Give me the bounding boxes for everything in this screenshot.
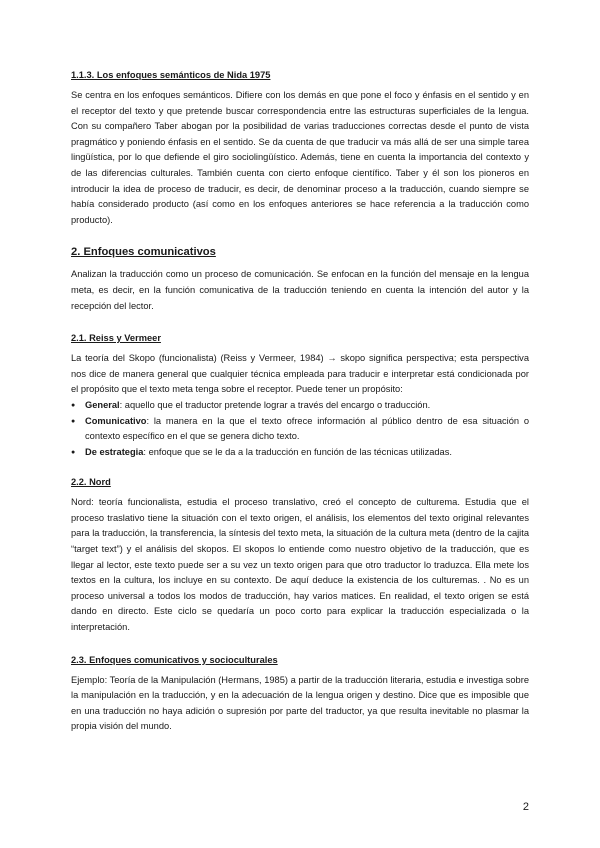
section-paragraph: Ejemplo: Teoría de la Manipulación (Hermans, 1985) a partir de la traducción literaria, estudia e investiga sobre la manipulación en la traducción, y en la adecuación de la lengua origen y destino. Dice que es imposible que en una traducción no haya adición o supresión por parte del traductor, ya que resulta inevitable no plasmar la propia visión del mundo. [71,674,529,732]
list-item-term: General [85,399,120,410]
list-item-term: De estrategia [85,446,144,457]
section-2-1 [71,333,529,460]
document-page [71,70,529,735]
list-item-text: : enfoque que se le da a la traducción en función de las técnicas utilizadas. [143,446,452,457]
section-paragraph: Se centra en los enfoques semánticos. Difiere con los demás en que pone el foco y énfasis en el sentido y en el receptor del texto y que pretende buscar correspondencia entre las estructuras superficiales de la lengua. Con su compañero Taber abogan por la posibilidad de varias traducciones correctas desde el punto de vista pragmático y poniendo énfasis en el sentido. Se da cuenta de que traducir va más allá de ser una simple tarea lingüística, por lo que defiende el giro sociolingüístico. Además, tiene en cuenta la importancia del contexto y de las diferencias culturales. También cuenta con cierto enfoque científico. Taber y él son los pioneros en introducir la idea de proceso de traducir, es decir, de denominar proceso a la traducción, cuando siempre se había considerado producto (así como en los enfoques anteriores se hace referencia a la traducción como producto). [71,90,529,225]
section-2 [71,246,529,314]
section-heading: 2.1. Reiss y Vermeer [71,333,161,344]
section-heading: 2.2. Nord [71,477,111,488]
purpose-list [71,398,529,460]
section-heading: 1.1.3. Los enfoques semánticos de Nida 1975 [71,70,271,80]
section-1-1-3 [71,70,529,228]
list-item [71,445,529,461]
section-2-3 [71,655,529,735]
chapter-heading: 2. Enfoques comunicativos [71,246,216,259]
section-paragraph: Analizan la traducción como un proceso de comunicación. Se enfocan en la función del mensaje en la lengua meta, es decir, en la función comunicativa de la traducción teniendo en cuenta la intención del autor y la recepción del lector. [71,269,529,311]
list-item [71,414,529,445]
list-item-text: : aquello que el traductor pretende lograr a través del encargo o traducción. [119,399,431,410]
section-paragraph: Nord: teoría funcionalista, estudia el proceso translativo, creó el concepto de culturema. Estudia que el proceso traslativo tiene la situación con el texto origen, el análisis, los elementos del texto original relevantes para la traducción, la transferencia, la síntesis del texto meta, la situación de la cultura meta (dentro de la cajita “target text”) y el análisis del skopos. El skopos lo entiende como nuestro objetivo de la traducción, que es llegar al lector, este texto puede ser a su vez un texto origen para que otro traductor lo traduzca. Ella mete los textos en la cultura, los incluye en su contexto. De aquí deduce la existencia de los culturemas. . No es un proceso universal a todos los modos de traducción, hay varios matices. En realidad, el texto origen se está dando en directo. Este ciclo se quedaría un poco corto para explicar la traducción especializada o la interpretación. [71,497,529,633]
page-number: 2 [522,801,529,813]
list-item [71,398,529,414]
section-paragraph: La teoría del Skopo (funcionalista) (Reiss y Vermeer, 1984) → skopo significa perspectiva; esta perspectiva nos dice de manera general que cualquier técnica empleada para traducir e interpretar está condicionada por el propósito que el texto meta tenga sobre el receptor. Puede tener un propósito: [71,353,529,395]
section-heading: 2.3. Enfoques comunicativos y socioculturales [71,654,278,665]
list-item-term: Comunicativo [85,415,147,426]
section-2-2 [71,477,529,635]
list-item-text: : la manera en la que el texto ofrece información al público dentro de esa situación o contexto específico en el que se genera dicho texto. [85,415,529,442]
